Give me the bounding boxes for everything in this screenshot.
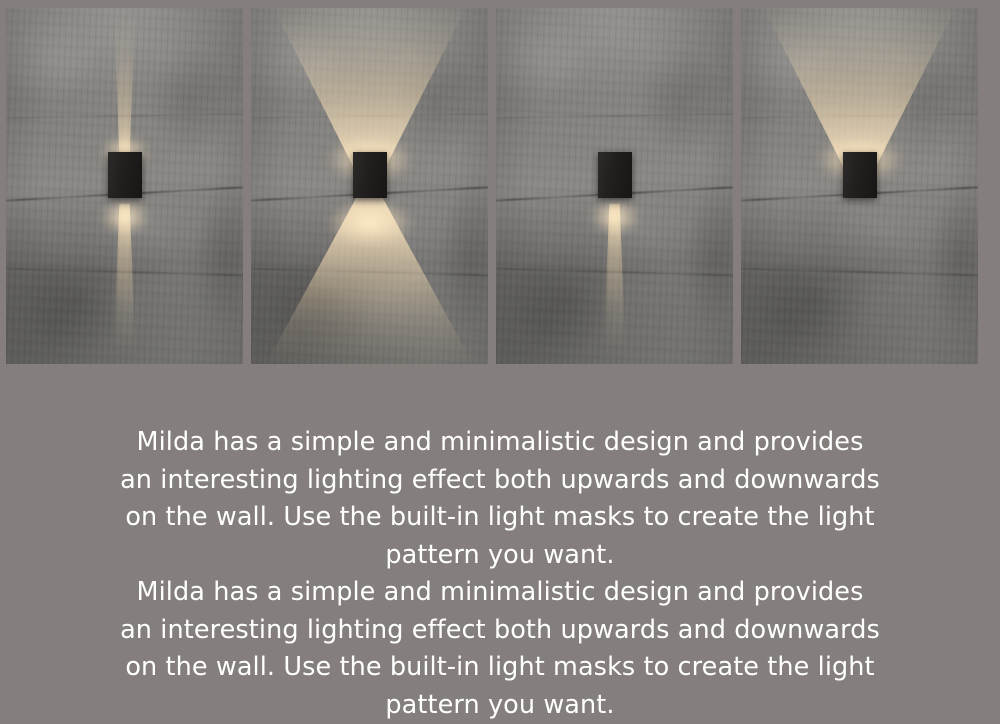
gallery-image-3[interactable] bbox=[496, 8, 733, 364]
description-paragraph-2: Milda has a simple and minimalistic design and provides an interesting lighting effect both upwards and downwards on the wall. Use the built-in light masks to create the light pattern you want. bbox=[120, 577, 880, 720]
wall-lamp-fixture bbox=[353, 152, 387, 198]
wall-lamp-fixture bbox=[598, 152, 632, 198]
gallery-image-4[interactable] bbox=[741, 8, 978, 364]
wall-lamp-fixture bbox=[108, 152, 142, 198]
gallery-image-1[interactable] bbox=[6, 8, 243, 364]
product-description bbox=[0, 372, 1000, 724]
gallery-image-2[interactable] bbox=[251, 8, 488, 364]
wall-lamp-fixture bbox=[843, 152, 877, 198]
description-paragraph-1: Milda has a simple and minimalistic design and provides an interesting lighting effect both upwards and downwards on the wall. Use the built-in light masks to create the light pattern you want. bbox=[120, 427, 880, 570]
